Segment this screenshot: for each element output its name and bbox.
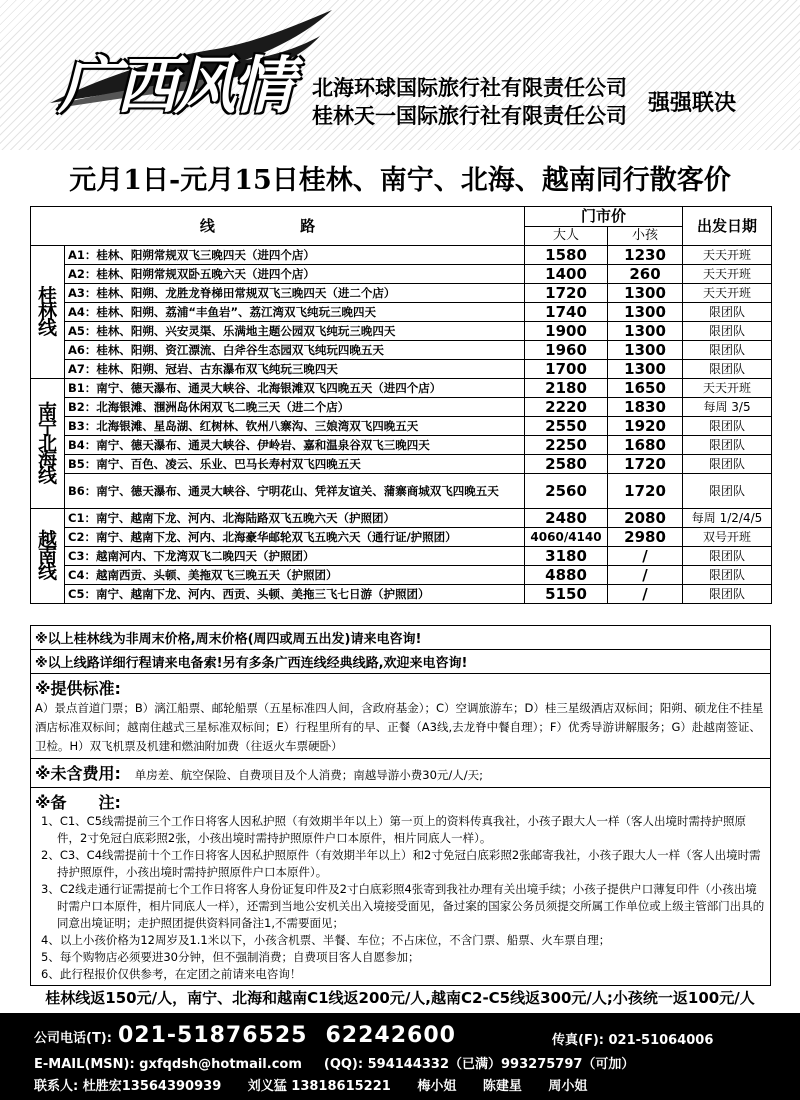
notes-box xyxy=(30,625,771,986)
remarks-title: ※备 注: xyxy=(35,793,121,812)
route-row xyxy=(31,455,772,474)
phone-label: 公司电话(T): xyxy=(34,1031,112,1046)
header-adult: 大人 xyxy=(525,226,608,246)
child-price: 1300 xyxy=(608,322,683,341)
child-price: 1300 xyxy=(608,341,683,360)
adult-price: 2560 xyxy=(525,474,608,509)
header-price: 门市价 xyxy=(525,207,683,227)
departure-date: 限团队 xyxy=(683,585,772,604)
child-price: 1720 xyxy=(608,474,683,509)
logo-text: 广西风情 xyxy=(58,49,291,122)
contact-person: 陈建星 xyxy=(482,1079,522,1094)
route-row xyxy=(31,585,772,604)
contacts-label: 联系人: xyxy=(34,1079,79,1094)
route-row xyxy=(31,246,772,265)
phone-line xyxy=(34,1023,456,1048)
route-group-label: 南宁北海线 xyxy=(31,379,65,509)
header-child: 小孩 xyxy=(608,226,683,246)
email-line xyxy=(34,1053,634,1072)
note-weekend: ※以上桂林线为非周末价格,周末价格(周四或周五出发)请来电咨询! xyxy=(31,626,770,650)
email-address: E-MAIL(MSN): gxfqdsh@hotmail.com xyxy=(34,1057,302,1072)
departure-date: 天天开班 xyxy=(683,379,772,398)
company-name-2: 桂林天一国际旅行社有限责任公司 xyxy=(312,104,627,128)
standard-text: A）景点首道门票；B）漓江船票、邮轮船票（五星标准四人间，含政府基金）；C）空调旅游车；D）桂三星级酒店双标间；阳朔、硕龙住不挂星酒店标准双标间；越南住越式三星标准双标间；E）行程里所有的早、正餐（A3线,去龙脊中餐自理）；F）优秀导游讲解服务；G）赴越南签证、卫检。H）双飞机票及机建和燃油附加费（往返火车票硬卧） xyxy=(35,701,764,753)
route-row xyxy=(31,509,772,528)
route-description: C4：越南西贡、头顿、美拖双飞三晚五天（护照团） xyxy=(65,566,525,585)
route-row xyxy=(31,398,772,417)
adult-price: 4060/4140 xyxy=(525,528,608,547)
page-title: 元月1日-元月15日桂林、南宁、北海、越南同行散客价 xyxy=(69,165,731,196)
adult-price: 2580 xyxy=(525,455,608,474)
route-group-label: 越南线 xyxy=(31,509,65,604)
route-row xyxy=(31,474,772,509)
departure-date: 限团队 xyxy=(683,474,772,509)
route-description: C1：南宁、越南下龙、河内、北海陆路双飞五晚六天（护照团） xyxy=(65,509,525,528)
route-group-label: 桂林线 xyxy=(31,246,65,379)
route-description: A6：桂林、阳朔、资江漂流、白斧谷生态园双飞纯玩四晚五天 xyxy=(65,341,525,360)
child-price: 1720 xyxy=(608,455,683,474)
contact-footer xyxy=(0,1013,800,1100)
departure-date: 每周 1/2/4/5 xyxy=(683,509,772,528)
price-table xyxy=(30,206,772,604)
child-price: / xyxy=(608,547,683,566)
standard-section xyxy=(31,674,770,759)
adult-price: 1400 xyxy=(525,265,608,284)
adult-price: 1720 xyxy=(525,284,608,303)
remark-item: 1、C1、C5线需提前三个工作日将客人因私护照（有效期半年以上）第一页上的资料传真我社，小孩子跟大人一样（客人出境时需持护照原件，2寸免冠白底彩照2张，小孩出境时需持护照原件户口本原件，相片同底人一样）。 xyxy=(41,814,747,845)
note-details: ※以上线路详细行程请来电备索!另有多条广西连线经典线路,欢迎来电咨询! xyxy=(31,650,770,674)
phone-number-2: 62242600 xyxy=(325,1023,456,1048)
route-description: B4：南宁、德天瀑布、通灵大峡谷、伊岭岩、嘉和温泉谷双飞三晚四天 xyxy=(65,436,525,455)
contact-person: 刘义猛 13818615221 xyxy=(247,1079,391,1094)
route-row xyxy=(31,303,772,322)
child-price: 1230 xyxy=(608,246,683,265)
departure-date: 天天开班 xyxy=(683,246,772,265)
route-row xyxy=(31,547,772,566)
child-price: 1830 xyxy=(608,398,683,417)
contact-person: 杜胜宏13564390939 xyxy=(82,1079,222,1094)
departure-date: 限团队 xyxy=(683,303,772,322)
header-banner xyxy=(0,0,800,150)
child-price: 1300 xyxy=(608,360,683,379)
route-row xyxy=(31,566,772,585)
route-row xyxy=(31,436,772,455)
adult-price: 1740 xyxy=(525,303,608,322)
route-row xyxy=(31,528,772,547)
route-description: C2：南宁、越南下龙、河内、北海豪华邮轮双飞五晚六天（通行证/护照团） xyxy=(65,528,525,547)
route-description: C5：南宁、越南下龙、河内、西贡、头顿、美拖三飞七日游（护照团） xyxy=(65,585,525,604)
route-description: A3：桂林、阳朔、龙胜龙脊梯田常规双飞三晚四天（进二个店） xyxy=(65,284,525,303)
alliance-slogan: 强强联决 xyxy=(648,91,737,116)
adult-price: 2180 xyxy=(525,379,608,398)
departure-date: 限团队 xyxy=(683,547,772,566)
standard-title: ※提供标准: xyxy=(35,679,121,698)
child-price: 2980 xyxy=(608,528,683,547)
adult-price: 2220 xyxy=(525,398,608,417)
departure-date: 限团队 xyxy=(683,322,772,341)
route-row xyxy=(31,284,772,303)
route-description: B2：北海银滩、涠洲岛休闲双飞二晚三天（进二个店） xyxy=(65,398,525,417)
departure-date: 每周 3/5 xyxy=(683,398,772,417)
contacts-line xyxy=(34,1075,587,1094)
contact-person: 周小姐 xyxy=(548,1079,588,1094)
route-row xyxy=(31,360,772,379)
route-description: B3：北海银滩、星岛湖、红树林、钦州八寨沟、三娘湾双飞四晚五天 xyxy=(65,417,525,436)
company-name-1: 北海环球国际旅行社有限责任公司 xyxy=(312,76,627,100)
departure-date: 限团队 xyxy=(683,455,772,474)
departure-date: 限团队 xyxy=(683,417,772,436)
adult-price: 2550 xyxy=(525,417,608,436)
route-description: B1：南宁、德天瀑布、通灵大峡谷、北海银滩双飞四晚五天（进四个店） xyxy=(65,379,525,398)
contact-person: 梅小姐 xyxy=(417,1079,457,1094)
departure-date: 限团队 xyxy=(683,360,772,379)
adult-price: 5150 xyxy=(525,585,608,604)
excluded-section xyxy=(31,759,770,788)
adult-price: 4880 xyxy=(525,566,608,585)
child-price: 1920 xyxy=(608,417,683,436)
rebate-text: 桂林线返150元/人，南宁、北海和越南C1线返200元/人,越南C2-C5线返300元/人;小孩统一返100元/人 xyxy=(45,989,755,1007)
adult-price: 2250 xyxy=(525,436,608,455)
route-row xyxy=(31,379,772,398)
route-row xyxy=(31,341,772,360)
route-row xyxy=(31,322,772,341)
route-description: B5：南宁、百色、凌云、乐业、巴马长寿村双飞四晚五天 xyxy=(65,455,525,474)
qq-numbers: (QQ): 594144332（已满）993275797（可加） xyxy=(323,1057,635,1072)
excluded-title: ※未含费用: xyxy=(35,764,121,783)
remark-item: 5、每个购物店必须要进30分钟，但不强制消费；自费项目客人自愿参加； xyxy=(41,950,420,964)
adult-price: 1900 xyxy=(525,322,608,341)
child-price: / xyxy=(608,585,683,604)
departure-date: 双号开班 xyxy=(683,528,772,547)
remark-item: 6、此行程报价仅供参考，在定团之前请来电咨询！ xyxy=(41,967,302,981)
route-description: A7：桂林、阳朔、冠岩、古东瀑布双飞纯玩三晚四天 xyxy=(65,360,525,379)
price-table-body xyxy=(31,246,772,604)
header-date: 出发日期 xyxy=(683,207,772,246)
route-description: B6：南宁、德天瀑布、通灵大峡谷、宁明花山、凭祥友谊关、蒲寨商城双飞四晚五天 xyxy=(65,474,525,509)
adult-price: 3180 xyxy=(525,547,608,566)
child-price: 1300 xyxy=(608,284,683,303)
adult-price: 2480 xyxy=(525,509,608,528)
child-price: / xyxy=(608,566,683,585)
child-price: 260 xyxy=(608,265,683,284)
departure-date: 天天开班 xyxy=(683,265,772,284)
remark-item: 3、C2线走通行证需提前七个工作日将客人身份证复印件及2寸白底彩照4张寄到我社办理有关出境手续；小孩子提供户口薄复印件（小孩出境时需户口本原件，相片同底人一样），还需到当地公安机关出入境接受面见，备过案的国家公务员须提交所属工作单位或上级主管部门出具的同意出境证明；走护照团提供资料同备注1,不需要面见； xyxy=(41,882,765,930)
child-price: 1300 xyxy=(608,303,683,322)
route-row xyxy=(31,265,772,284)
fax-number: 传真(F): 021-51064006 xyxy=(552,1033,714,1048)
route-description: A1：桂林、阳朔常规双飞三晚四天（进四个店） xyxy=(65,246,525,265)
route-description: C3：越南河内、下龙湾双飞二晚四天（护照团） xyxy=(65,547,525,566)
route-description: A5：桂林、阳朔、兴安灵渠、乐满地主题公园双飞纯玩三晚四天 xyxy=(65,322,525,341)
departure-date: 天天开班 xyxy=(683,284,772,303)
child-price: 2080 xyxy=(608,509,683,528)
header-route: 线 路 xyxy=(31,207,525,246)
remarks-section xyxy=(31,788,770,985)
route-row xyxy=(31,417,772,436)
child-price: 1680 xyxy=(608,436,683,455)
child-price: 1650 xyxy=(608,379,683,398)
remark-item: 4、以上小孩价格为12周岁及1.1米以下，小孩含机票、半餐、车位；不占床位，不含门票、船票、火车票自理； xyxy=(41,933,611,947)
route-description: A2：桂林、阳朔常规双卧五晚六天（进四个店） xyxy=(65,265,525,284)
departure-date: 限团队 xyxy=(683,436,772,455)
excluded-text: 单房差、航空保险、自费项目及个人消费；南越导游小费30元/人/天; xyxy=(134,768,484,782)
departure-date: 限团队 xyxy=(683,341,772,360)
phone-number-1: 021-51876525 xyxy=(117,1023,308,1048)
remark-item: 2、C3、C4线需提前十个工作日将客人因私护照原件（有效期半年以上）和2寸免冠白底彩照2张邮寄我社，小孩子跟大人一样（客人出境时需持护照原件，小孩出境时需持护照原件户口本原件）。 xyxy=(41,848,761,879)
route-description: A4：桂林、阳朔、荔浦“丰鱼岩”、荔江湾双飞纯玩三晚四天 xyxy=(65,303,525,322)
adult-price: 1960 xyxy=(525,341,608,360)
adult-price: 1580 xyxy=(525,246,608,265)
adult-price: 1700 xyxy=(525,360,608,379)
departure-date: 限团队 xyxy=(683,566,772,585)
